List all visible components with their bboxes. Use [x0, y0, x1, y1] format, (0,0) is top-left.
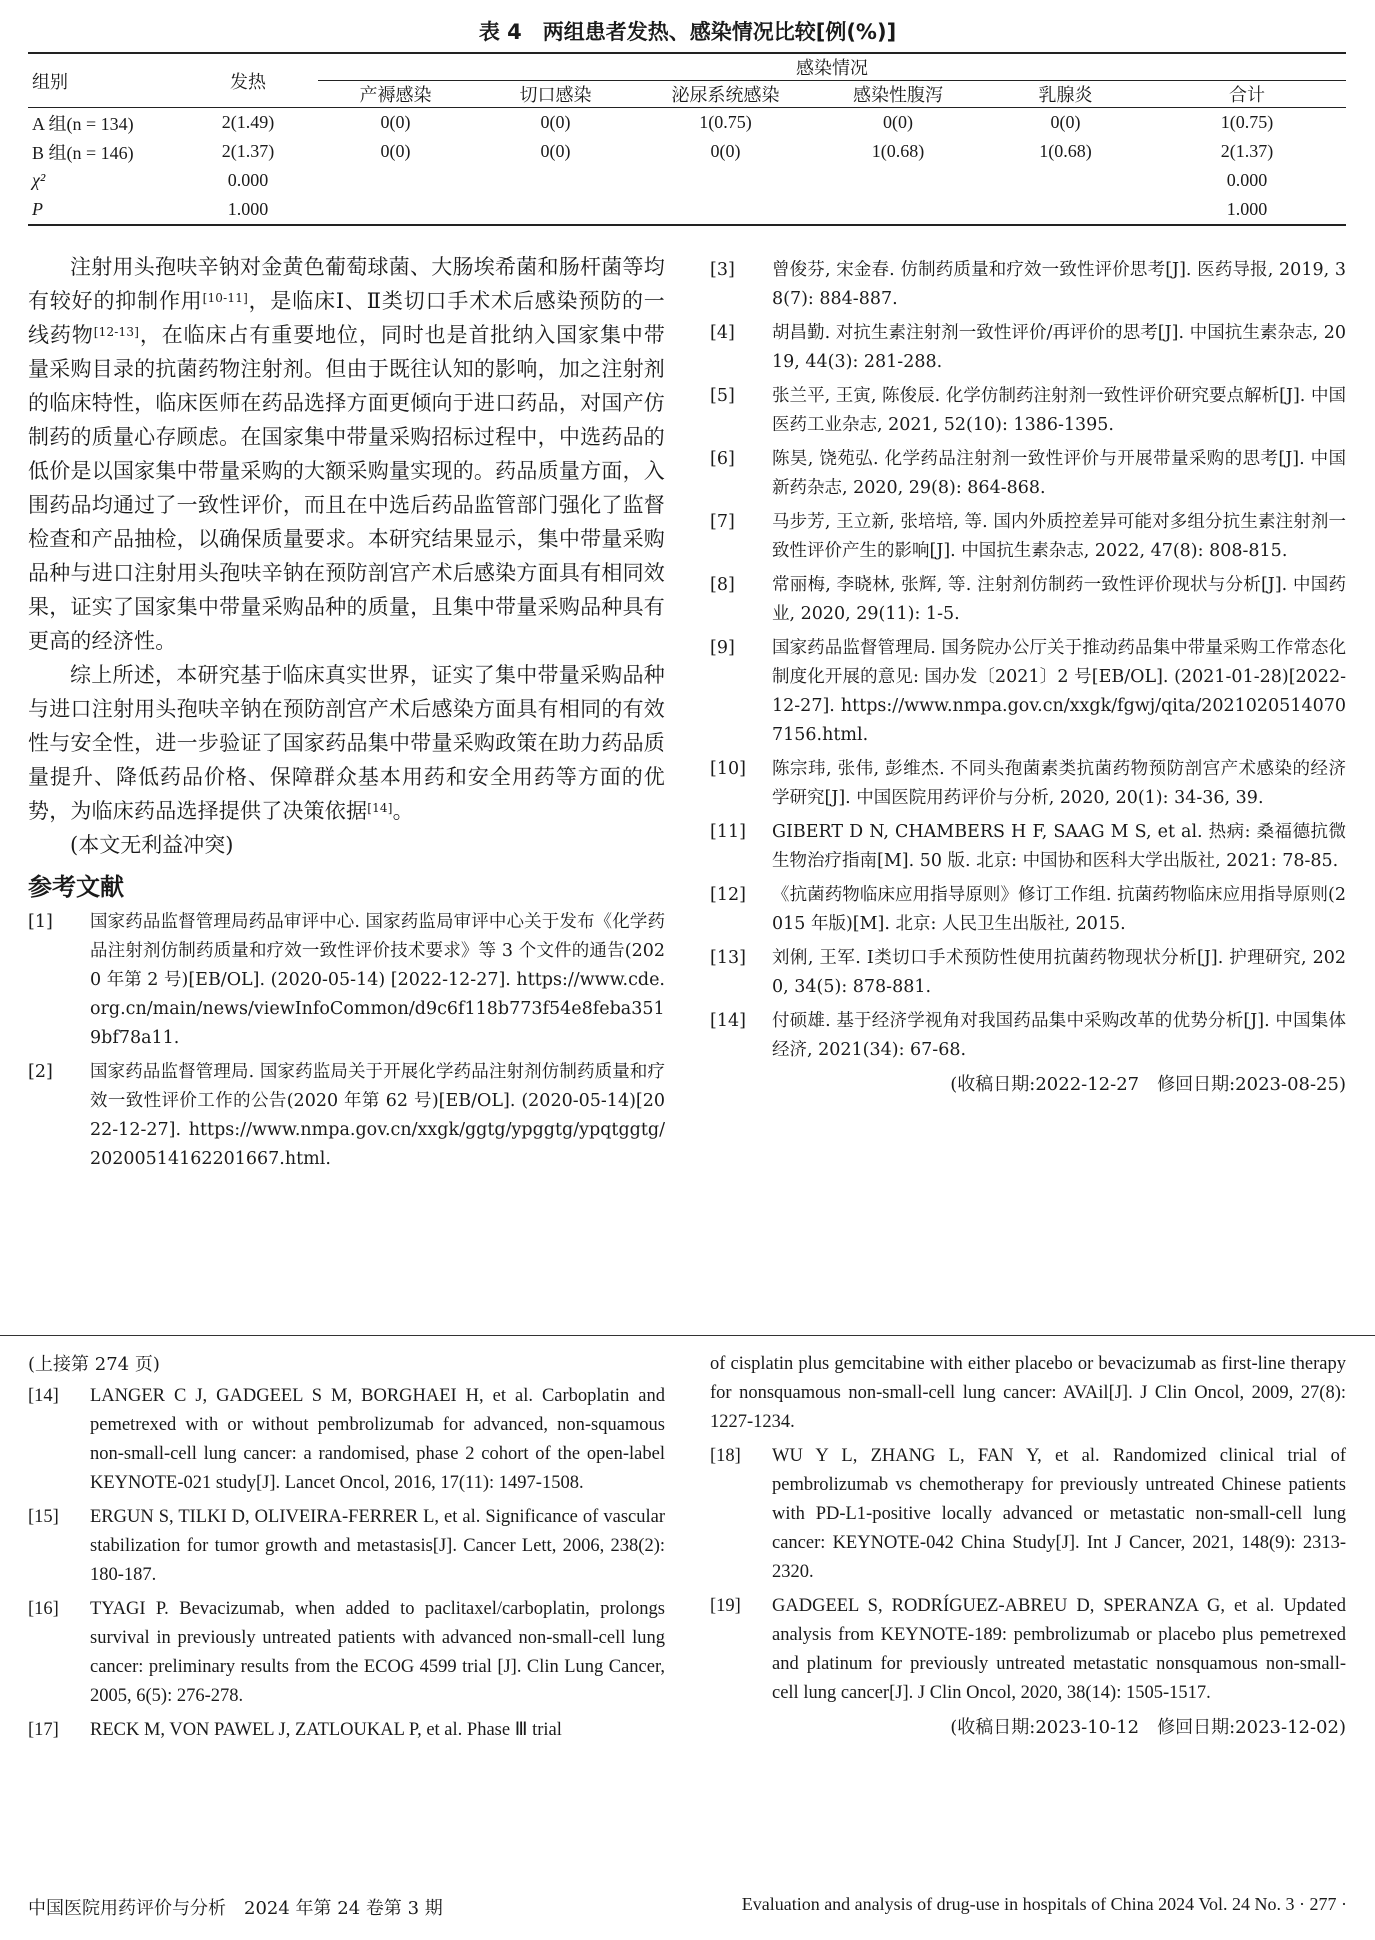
reference-item	[710, 818, 1346, 876]
table-cell	[813, 195, 983, 225]
table-cell	[983, 166, 1148, 195]
reference-text: 马步芳, 王立新, 张培培, 等. 国内外质控差异可能对多组分抗生素注射剂一致性评价产生的影响[J]. 中国抗生素杂志, 2022, 47(8): 808-815.	[772, 512, 1346, 561]
reference-text: LANGER C J, GADGEEL S M, BORGHAEI H, et al. Carboplatin and pemetrexed with or without pembrolizumab for advanced, non-squamous non-small-cell lung cancer: a randomised, phase 2 cohort of the open-label KEYNOTE-021 study[J]. Lancet Oncol, 2016, 17(11): 1497-1508.	[90, 1386, 665, 1493]
table-row	[28, 108, 1346, 138]
reference-number: [16]	[28, 1599, 59, 1619]
lower-left-column	[28, 1350, 665, 1750]
right-column	[710, 256, 1346, 1100]
reference-text: ERGUN S, TILKI D, OLIVEIRA-FERRER L, et al. Significance of vascular stabilization for tumor growth and metastasis[J]. Cancer Lett, 2006, 238(2): 180-187.	[90, 1507, 665, 1585]
reference-number: [13]	[710, 948, 746, 968]
body-paragraph	[28, 250, 665, 658]
reference-number: [11]	[710, 822, 746, 842]
table-cell: 0(0)	[540, 141, 571, 161]
table-cell: 0(0)	[883, 112, 913, 132]
table-cell: 0(0)	[380, 112, 411, 132]
header-infection: 感染情况	[318, 53, 1346, 81]
conflict-statement: (本文无利益冲突)	[70, 833, 234, 857]
text-run: 注射用头孢呋辛钠对金黄色葡萄球菌、大肠埃希菌和肠杆菌等均有较好的抑制作用	[28, 255, 665, 313]
row-label: χ²	[32, 170, 46, 190]
table-cell: 0.000	[227, 170, 269, 190]
header-group: 组别	[28, 53, 178, 108]
reference-text: GADGEEL S, RODRÍGUEZ-ABREU D, SPERANZA G, et al. Updated analysis from KEYNOTE-189: pembrolizumab or placebo plus pemetrexed and platinum for previously untreated metastatic nonsquamous non-small-cell lung cancer[J]. J Clin Oncol, 2020, 38(14): 1505-1517.	[772, 1596, 1346, 1703]
row-label: P	[28, 195, 178, 225]
reference-item	[28, 1382, 665, 1498]
table-cell	[318, 166, 473, 195]
reference-text: TYAGI P. Bevacizumab, when added to paclitaxel/carboplatin, prolongs survival in previously untreated patients with advanced non-small-cell lung cancer: preliminary results from the ECOG 4599 trial [J]. Clin Lung Cancer, 2005, 6(5): 276-278.	[90, 1599, 665, 1706]
reference-text: 曾俊芬, 宋金春. 仿制药质量和疗效一致性评价思考[J]. 医药导报, 2019, 38(7): 884-887.	[772, 260, 1346, 309]
results-table	[28, 52, 1346, 226]
reference-text: 常丽梅, 李晓林, 张辉, 等. 注射剂仿制药一致性评价现状与分析[J]. 中国药业, 2020, 29(11): 1-5.	[772, 575, 1346, 624]
table-cell: 1.000	[178, 195, 318, 225]
reference-item	[28, 1503, 665, 1590]
text-run: 。	[392, 799, 414, 823]
table-cell: 1(0.68)	[871, 141, 925, 161]
reference-text: 陈昊, 饶苑弘. 化学药品注射剂一致性评价与开展带量采购的思考[J]. 中国新药杂志, 2020, 29(8): 864-868.	[772, 449, 1346, 498]
table-cell: 0(0)	[380, 141, 411, 161]
reference-number: [18]	[710, 1446, 741, 1466]
reference-item	[710, 755, 1346, 813]
reference-number: [4]	[710, 323, 735, 343]
reference-text: 国家药品监督管理局. 国家药监局关于开展化学药品注射剂仿制药质量和疗效一致性评价工作的公告(2020 年第 62 号)[EB/OL]. (2020-05-14)[2022-12-27]. https://www.nmpa.gov.cn/xxgk/ggtg/ypggtg/ypqtggtg/20200514162201667.html.	[90, 1062, 665, 1169]
body-paragraph	[28, 658, 665, 828]
reference-number: [14]	[28, 1386, 59, 1406]
reference-item	[710, 881, 1346, 939]
table-row	[28, 137, 1346, 166]
references-heading: 参考文献	[28, 873, 124, 901]
text-run: 综上所述，本研究基于临床真实世界，证实了集中带量采购品种与进口注射用头孢呋辛钠在预防剖宫产术后感染方面具有相同的有效性与安全性，进一步验证了国家药品集中带量采购政策在助力药品质量提升、降低药品价格、保障群众基本用药和安全用药等方面的优势，为临床药品选择提供了决策依据	[28, 663, 665, 823]
left-column	[28, 250, 665, 1179]
reference-item	[710, 1442, 1346, 1587]
section-divider	[0, 1335, 1375, 1336]
reference-number: [1]	[28, 912, 53, 932]
citation: [10-11]	[202, 291, 248, 305]
table-caption: 表 4 两组患者发热、感染情况比较[例(%)]	[478, 20, 897, 44]
reference-text: 陈宗玮, 张伟, 彭维杰. 不同头孢菌素类抗菌药物预防剖宫产术感染的经济学研究[J]. 中国医院用药评价与分析, 2020, 20(1): 34-36, 39.	[772, 759, 1346, 808]
reference-item	[710, 571, 1346, 629]
table-cell: 1(0.75)	[1220, 112, 1274, 132]
table-cell: 1(0.68)	[1039, 141, 1092, 161]
reference-item	[710, 256, 1346, 314]
reference-number: [10]	[710, 759, 746, 779]
footer-journal-en: Evaluation and analysis of drug-use in hospitals of China 2024 Vol. 24 No. 3 · 277 ·	[741, 1894, 1347, 1914]
lower-right-column	[710, 1350, 1346, 1743]
subheader: 感染性腹泻	[813, 81, 983, 108]
reference-item	[710, 508, 1346, 566]
reference-number: [15]	[28, 1507, 59, 1527]
reference-text: 胡昌勤. 对抗生素注射剂一致性评价/再评价的思考[J]. 中国抗生素杂志, 2019, 44(3): 281-288.	[772, 323, 1346, 372]
table-cell: 0(0)	[1050, 112, 1081, 132]
reference-item	[28, 1058, 665, 1174]
row-label: A 组(n = 134)	[32, 113, 134, 134]
reference-item	[28, 1595, 665, 1711]
table-cell: 0(0)	[710, 141, 741, 161]
reference-item	[710, 634, 1346, 750]
subheader: 乳腺炎	[983, 81, 1148, 108]
reference-list	[28, 908, 665, 1174]
table-cell	[318, 195, 473, 225]
reference-number: [2]	[28, 1062, 53, 1082]
reference-number: [9]	[710, 638, 735, 658]
table-row	[28, 166, 1346, 195]
reference-item	[710, 1007, 1346, 1065]
reference-number: [5]	[710, 386, 735, 406]
reference-text: 刘俐, 王军. Ⅰ类切口手术预防性使用抗菌药物现状分析[J]. 护理研究, 2020, 34(5): 878-881.	[772, 948, 1346, 997]
row-label: B 组(n = 146)	[32, 142, 134, 163]
reference-number: [6]	[710, 449, 735, 469]
continued-note: (上接第 274 页)	[28, 1354, 160, 1375]
subheader: 切口感染	[473, 81, 638, 108]
table-row	[28, 195, 1346, 225]
reference-text: RECK M, VON PAWEL J, ZATLOUKAL P, et al. Phase Ⅲ trial	[90, 1720, 562, 1740]
subheader: 泌尿系统感染	[638, 81, 813, 108]
reference-item	[28, 1716, 665, 1745]
table-cell: 1(0.75)	[699, 112, 752, 132]
reference-item	[28, 908, 665, 1053]
citation: [12-13]	[93, 325, 140, 339]
table-cell	[638, 195, 813, 225]
reference-number: [17]	[28, 1720, 59, 1740]
table-cell	[813, 166, 983, 195]
header-fever: 发热	[178, 53, 318, 108]
received-dates: (收稿日期:2022-12-27 修回日期:2023-08-25)	[950, 1074, 1346, 1095]
citation: [14]	[367, 801, 393, 815]
reference-text: 国家药品监督管理局. 国务院办公厅关于推动药品集中带量采购工作常态化制度化开展的意见: 国办发〔2021〕2 号[EB/OL]. (2021-01-28)[2022-12-27]. https://www.nmpa.gov.cn/xxgk/fgwj/qita/20210205140707156.html.	[772, 638, 1346, 745]
received-dates: (收稿日期:2023-10-12 修回日期:2023-12-02)	[950, 1717, 1346, 1738]
reference-number: [12]	[710, 885, 746, 905]
reference-item	[710, 382, 1346, 440]
reference-text: of cisplatin plus gemcitabine with either placebo or bevacizumab as first-line therapy for nonsquamous non-small-cell lung cancer: AVAil[J]. J Clin Oncol, 2009, 27(8): 1227-1234.	[710, 1354, 1346, 1432]
table-cell: 2(1.37)	[1220, 141, 1274, 161]
reference-number: [8]	[710, 575, 735, 595]
text-run: ，是临床Ⅰ、Ⅱ类切口手术术后感染预防的一线药物	[28, 289, 665, 347]
reference-text: 张兰平, 王寅, 陈俊辰. 化学仿制药注射剂一致性评价研究要点解析[J]. 中国医药工业杂志, 2021, 52(10): 1386-1395.	[772, 386, 1346, 435]
table-cell: 1.000	[1148, 195, 1346, 225]
reference-text: WU Y L, ZHANG L, FAN Y, et al. Randomized clinical trial of pembrolizumab vs chemotherapy for previously untreated Chinese patients with PD-L1-positive locally advanced or metastatic non-small-cell lung cancer: KEYNOTE-042 China Study[J]. Int J Cancer, 2021, 148(9): 2313-2320.	[772, 1446, 1346, 1582]
reference-text: GIBERT D N, CHAMBERS H F, SAAG M S, et al. 热病: 桑福德抗微生物治疗指南[M]. 50 版. 北京: 中国协和医科大学出版社, 2021: 78-85.	[772, 822, 1346, 871]
subheader: 合计	[1148, 81, 1346, 108]
reference-item	[710, 445, 1346, 503]
reference-number: [19]	[710, 1596, 741, 1616]
footer-journal-cn: 中国医院用药评价与分析 2024 年第 24 卷第 3 期	[28, 1898, 443, 1919]
subheader: 产褥感染	[318, 81, 473, 108]
reference-number: [14]	[710, 1011, 746, 1031]
table-cell: 2(1.49)	[221, 112, 275, 132]
reference-text: 《抗菌药物临床应用指导原则》修订工作组. 抗菌药物临床应用指导原则(2015 年版)[M]. 北京: 人民卫生出版社, 2015.	[772, 885, 1346, 934]
text-run: ，在临床占有重要地位，同时也是首批纳入国家集中带量采购目录的抗菌药物注射剂。但由于既往认知的影响，加之注射剂的临床特性，临床医师在药品选择方面更倾向于进口药品，对国产仿制药的质量心存顾虑。在国家集中带量采购招标过程中，中选药品的低价是以国家集中带量采购的大额采购量实现的。药品质量方面，入围药品均通过了一致性评价，而且在中选后药品监管部门强化了监督检查和产品抽检，以确保质量要求。本研究结果显示，集中带量采购品种与进口注射用头孢呋辛钠在预防剖宫产术后感染方面具有相同效果，证实了国家集中带量采购品种的质量，且集中带量采购品种具有更高的经济性。	[28, 323, 665, 653]
reference-text: 付硕雄. 基于经济学视角对我国药品集中采购改革的优势分析[J]. 中国集体经济, 2021(34): 67-68.	[772, 1011, 1346, 1060]
reference-text: 国家药品监督管理局药品审评中心. 国家药监局审评中心关于发布《化学药品注射剂仿制药质量和疗效一致性评价技术要求》等 3 个文件的通告(2020 年第 2 号)[EB/OL]. (2020-05-14) [2022-12-27]. https://www.cde.org.cn/main/news/viewInfoCommon/d9c6f118b773f54e8feba3519bf78a11.	[90, 912, 665, 1048]
reference-number: [3]	[710, 260, 735, 280]
reference-item	[710, 1592, 1346, 1708]
table-cell	[473, 166, 638, 195]
reference-item-continued	[710, 1350, 1346, 1437]
table-cell: 0(0)	[540, 112, 571, 132]
table-cell	[473, 195, 638, 225]
table-cell	[983, 195, 1148, 225]
table-cell: 0.000	[1226, 170, 1268, 190]
reference-number: [7]	[710, 512, 735, 532]
reference-item	[710, 319, 1346, 377]
reference-item	[710, 944, 1346, 1002]
table-cell: 2(1.37)	[221, 141, 275, 161]
table-cell	[638, 166, 813, 195]
